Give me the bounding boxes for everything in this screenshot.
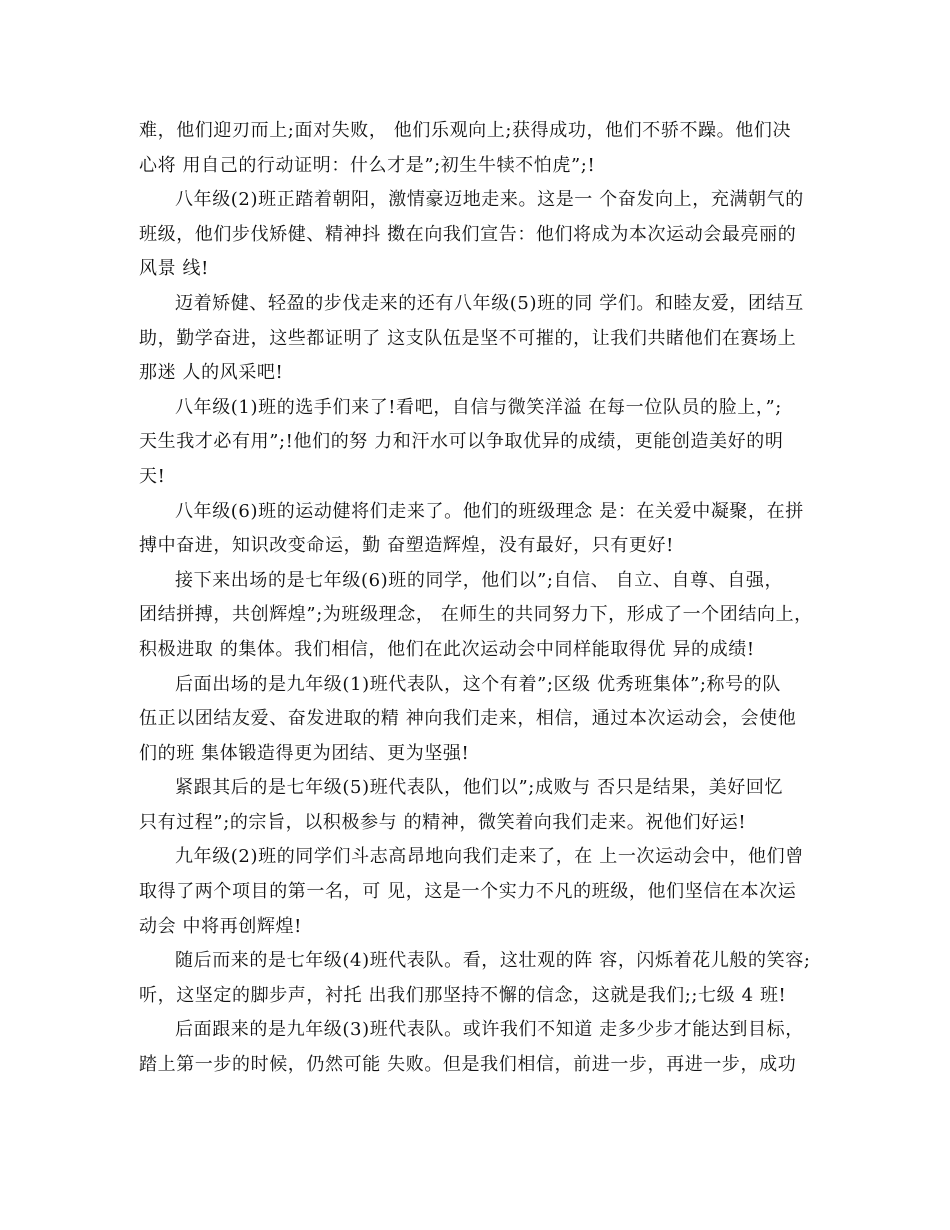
text-line: 伍正以团结友爱、奋发进取的精 神向我们走来，相信，通过本次运动会，会使他 bbox=[139, 708, 797, 730]
text-line: 踏上第一步的时候，仍然可能 失败。但是我们相信，前进一步，再进一步，成功 bbox=[139, 1054, 797, 1076]
text-line: 助，勤学奋进，这些都证明了 这支队伍是坚不可摧的，让我们共睹他们在赛场上 bbox=[139, 327, 797, 349]
text-line: 后面出场的是九年级(1)班代表队，这个有着”;区级 优秀班集体”;称号的队 bbox=[175, 673, 781, 695]
document-page bbox=[139, 114, 814, 1083]
document-body bbox=[139, 114, 814, 1083]
text-line: 只有过程”;的宗旨，以积极参与 的精神，微笑着向我们走来。祝他们好运! bbox=[139, 811, 747, 833]
text-line: 随后而来的是七年级(4)班代表队。看，这壮观的阵 容，闪烁着花儿般的笑容; bbox=[175, 950, 811, 972]
paragraph bbox=[139, 114, 814, 183]
text-line: 天生我才必有用”;!他们的努 力和汗水可以争取优异的成绩，更能创造美好的明 bbox=[139, 431, 784, 453]
text-line: 那迷 人的风采吧! bbox=[139, 362, 284, 384]
text-line: 紧跟其后的是七年级(5)班代表队，他们以”;成败与 否只是结果，美好回忆 bbox=[175, 777, 784, 799]
paragraph bbox=[139, 668, 814, 772]
text-line: 九年级(2)班的同学们斗志高昂地向我们走来了，在 上一次运动会中，他们曾 bbox=[175, 846, 804, 868]
text-line: 难，他们迎刃而上;面对失败， 他们乐观向上;获得成功，他们不骄不躁。他们决 bbox=[139, 120, 792, 141]
paragraph bbox=[139, 771, 814, 840]
text-line: 八年级(6)班的运动健将们走来了。他们的班级理念 是：在关爱中凝聚，在拼 bbox=[175, 500, 804, 522]
paragraph bbox=[139, 391, 814, 495]
text-line: 八年级(2)班正踏着朝阳，激情豪迈地走来。这是一 个奋发向上，充满朝气的 bbox=[175, 189, 804, 211]
text-line: 迈着矫健、轻盈的步伐走来的还有八年级(5)班的同 学们。和睦友爱，团结互 bbox=[175, 292, 804, 314]
text-line: 八年级(1)班的选手们来了!看吧，自信与微笑洋溢 在每一位队员的脸上，”; bbox=[175, 396, 782, 418]
paragraph bbox=[139, 1013, 814, 1082]
paragraph bbox=[139, 840, 814, 944]
paragraph bbox=[139, 495, 814, 564]
paragraph bbox=[139, 944, 814, 1013]
text-line: 积极进取 的集体。我们相信，他们在此次运动会中同样能取得优 异的成绩! bbox=[139, 638, 755, 660]
paragraph bbox=[139, 183, 814, 287]
text-line: 风景 线! bbox=[139, 258, 209, 280]
text-line: 班级，他们步伐矫健、精神抖 擞在向我们宣告：他们将成为本次运动会最亮丽的 bbox=[139, 223, 797, 245]
paragraph bbox=[139, 287, 814, 391]
text-line: 心将 用自己的行动证明：什么才是”;初生牛犊不怕虎”;! bbox=[139, 154, 596, 176]
text-line: 听，这坚定的脚步声，衬托 出我们那坚持不懈的信念，这就是我们;;七级 4 班! bbox=[139, 984, 787, 1006]
text-line: 们的班 集体锻造得更为团结、更为坚强! bbox=[139, 742, 470, 764]
text-line: 取得了两个项目的第一名，可 见，这是一个实力不凡的班级，他们坚信在本次运 bbox=[139, 881, 797, 903]
text-line: 团结拼搏，共创辉煌”;为班级理念， 在师生的共同努力下，形成了一个团结向上， bbox=[139, 604, 813, 626]
text-line: 动会 中将再创辉煌! bbox=[139, 915, 302, 937]
text-line: 天! bbox=[139, 465, 166, 487]
text-line: 后面跟来的是九年级(3)班代表队。或许我们不知道 走多少步才能达到目标， bbox=[175, 1019, 804, 1041]
paragraph bbox=[139, 564, 814, 668]
text-line: 搏中奋进，知识改变命运，勤 奋塑造辉煌，没有最好，只有更好! bbox=[139, 535, 674, 557]
text-line: 接下来出场的是七年级(6)班的同学，他们以”;自信、 自立、自尊、自强， bbox=[175, 569, 784, 591]
